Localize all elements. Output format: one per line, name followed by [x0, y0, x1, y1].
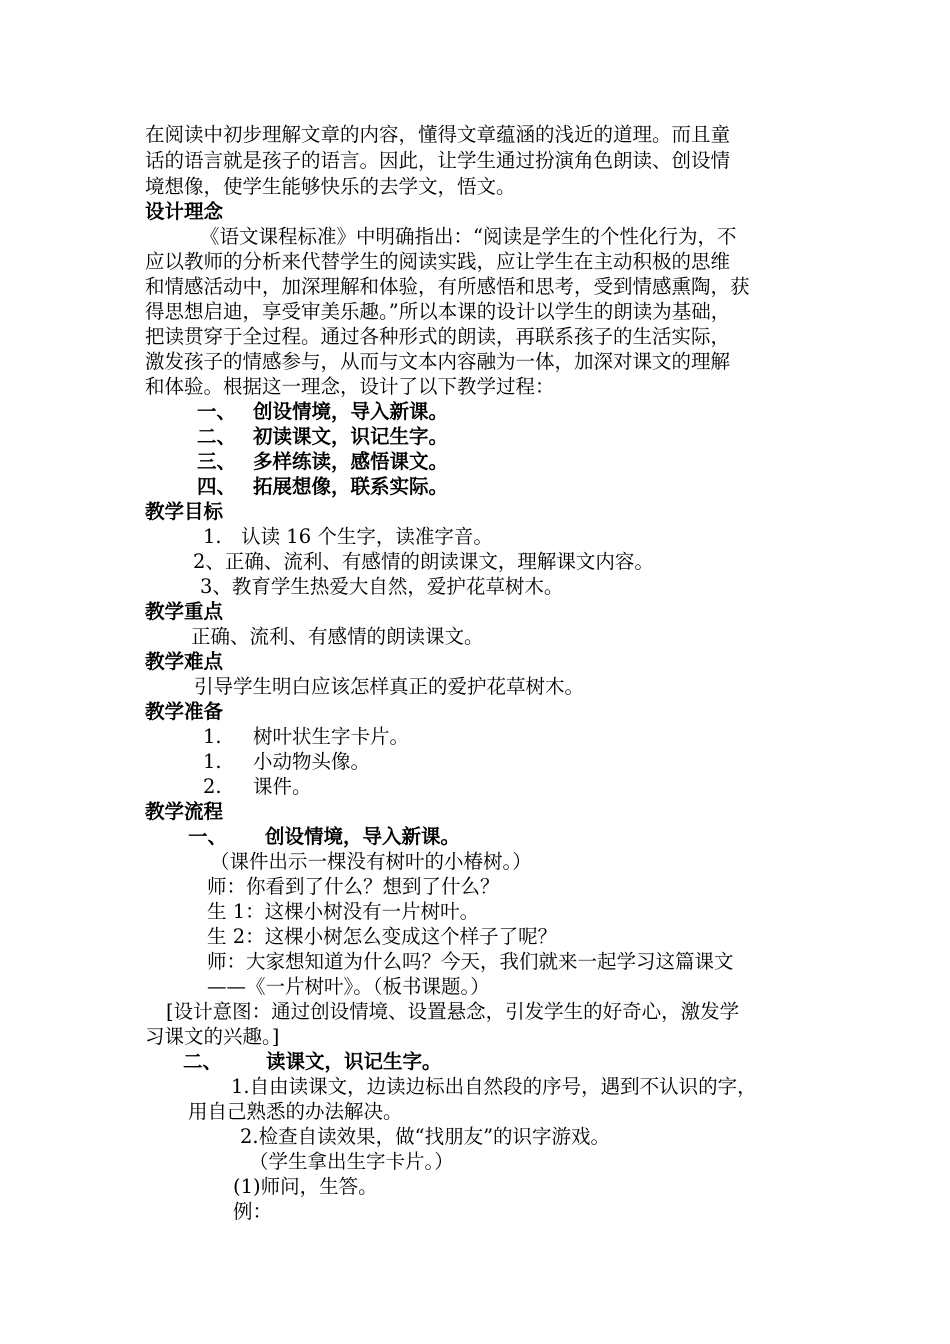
concept-line-5: 把读贯穿于全过程。通过各种形式的朗读，再联系孩子的生活实际， — [145, 325, 731, 348]
concept-line-2: 应以教师的分析来代替学生的阅读实践，应让学生在主动积极的思维 — [145, 250, 731, 273]
flow-step-1-number: 一、 — [188, 825, 228, 848]
prep-item-number: 2. — [203, 775, 222, 798]
step-number: 二、 — [197, 425, 237, 448]
intro-line-2: 话的语言就是孩子的语言。因此，让学生通过扮演角色朗读、创设情 — [145, 149, 731, 172]
flow-step-2-line: 2.检查自读效果，做“找朋友”的识字游戏。 — [240, 1125, 611, 1148]
design-intent-line-2: 习课文的兴趣。] — [145, 1025, 280, 1048]
section-heading-goals: 教学目标 — [145, 500, 224, 523]
concept-line-7: 和体验。根据这一理念，设计了以下教学过程： — [145, 375, 555, 398]
flow-step-2-title: 读课文，识记生字。 — [266, 1050, 442, 1073]
step-number: 一、 — [197, 400, 237, 423]
step-text: 拓展想像，联系实际。 — [253, 475, 449, 498]
flow-step-2-line: 1.自由读课文，边读边标出自然段的序号，遇到不认识的字， — [231, 1075, 757, 1098]
concept-line-3: 和情感活动中，加深理解和体验，有所感悟和思考，受到情感熏陶，获 — [145, 275, 750, 298]
flow-step-1-line: 生 2：这棵小树怎么变成这个样子了呢？ — [207, 925, 558, 948]
section-heading-key: 教学重点 — [145, 600, 224, 623]
flow-step-2-line: 用自己熟悉的办法解决。 — [188, 1100, 403, 1123]
goal-item-2: 2、正确、流利、有感情的朗读课文，理解课文内容。 — [193, 550, 654, 573]
step-text: 初读课文，识记生字。 — [253, 425, 449, 448]
design-intent-line-1: [设计意图：通过创设情境、设置悬念，引发学生的好奇心，激发学 — [166, 1000, 740, 1023]
flow-step-1-title: 创设情境，导入新课。 — [265, 825, 461, 848]
concept-line-6: 激发孩子的情感参与，从而与文本内容融为一体，加深对课文的理解 — [145, 350, 731, 373]
flow-step-1-line: 生 1：这棵小树没有一片树叶。 — [207, 900, 480, 923]
flow-step-1-line: 师：大家想知道为什么吗？今天，我们就来一起学习这篇课文 — [207, 950, 734, 973]
section-heading-prep: 教学准备 — [145, 700, 224, 723]
goal-item-3: 3、教育学生热爱大自然，爱护花草树木。 — [200, 575, 564, 598]
step-number: 四、 — [197, 475, 237, 498]
step-text: 多样练读，感悟课文。 — [253, 450, 449, 473]
goal-item-1: 1. 认读 16 个生字，读准字音。 — [203, 525, 493, 548]
section-heading-flow: 教学流程 — [145, 800, 224, 823]
step-text: 创设情境，导入新课。 — [253, 400, 449, 423]
flow-step-2-line: 例： — [233, 1200, 273, 1223]
difficult-text: 引导学生明白应该怎样真正的爱护花草树木。 — [194, 675, 585, 698]
key-text: 正确、流利、有感情的朗读课文。 — [191, 625, 484, 648]
flow-step-1-line: 师：你看到了什么？想到了什么？ — [207, 875, 500, 898]
step-number: 三、 — [197, 450, 237, 473]
flow-step-1-line: （课件出示一棵没有树叶的小椿树。） — [210, 850, 532, 873]
intro-line-1: 在阅读中初步理解文章的内容，懂得文章蕴涵的浅近的道理。而且童 — [145, 123, 731, 146]
section-heading-concept: 设计理念 — [145, 200, 224, 223]
flow-step-1-line: ——《一片树叶》。（板书课题。） — [207, 975, 490, 998]
intro-line-3: 境想像，使学生能够快乐的去学文，悟文。 — [145, 175, 516, 198]
section-heading-difficult: 教学难点 — [145, 650, 224, 673]
prep-item-text: 树叶状生字卡片。 — [253, 725, 410, 748]
prep-item-number: 1. — [203, 725, 222, 748]
prep-item-text: 小动物头像。 — [253, 750, 371, 773]
prep-item-number: 1. — [203, 750, 222, 773]
flow-step-2-line: (1)师问，生答。 — [233, 1175, 378, 1198]
flow-step-2-number: 二、 — [183, 1050, 223, 1073]
concept-line-4: 得思想启迪，享受审美乐趣。”所以本课的设计以学生的朗读为基础， — [145, 300, 731, 323]
prep-item-text: 课件。 — [253, 775, 312, 798]
concept-line-1: 《语文课程标准》中明确指出：“阅读是学生的个性化行为，不 — [200, 225, 737, 248]
flow-step-2-line: （学生拿出生字卡片。） — [249, 1150, 454, 1173]
